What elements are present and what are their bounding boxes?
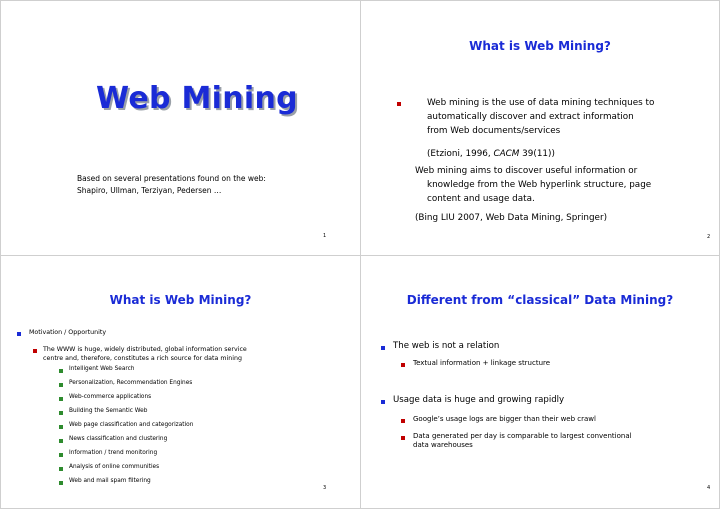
aim-line-1: Web mining aims to discover useful information or bbox=[415, 166, 638, 176]
bullet-icon bbox=[397, 102, 401, 106]
definition-line-1: Web mining is the use of data mining techniques to bbox=[427, 98, 655, 108]
sub-textual-information: Textual information + linkage structure bbox=[413, 359, 551, 367]
www-line-2: centre and, therefore, constitutes a rich source for data mining bbox=[43, 355, 242, 362]
bullet-icon bbox=[381, 400, 385, 404]
bullet-icon bbox=[381, 346, 385, 350]
slide-2 bbox=[360, 0, 720, 256]
data-per-day-line-2: data warehouses bbox=[413, 441, 473, 449]
list-item: Information / trend monitoring bbox=[69, 450, 158, 456]
bullet-icon bbox=[401, 419, 405, 423]
slide-4 bbox=[360, 255, 720, 509]
slide-1 bbox=[0, 0, 361, 256]
bullet-icon bbox=[59, 425, 63, 429]
slide-3-title: What is Web Mining? bbox=[109, 293, 252, 307]
citation-1-pre: (Etzioni, 1996, bbox=[427, 149, 494, 159]
credits-line-1: Based on several presentations found on the web: bbox=[77, 174, 266, 183]
bullet-icon bbox=[59, 481, 63, 485]
bullet-icon bbox=[59, 397, 63, 401]
bullet-icon bbox=[59, 369, 63, 373]
www-line-1: The WWW is huge, widely distributed, global information service bbox=[43, 346, 247, 353]
citation-1 bbox=[427, 147, 555, 161]
bullet-icon bbox=[17, 332, 21, 336]
bullet-icon bbox=[59, 411, 63, 415]
list-item: Building the Semantic Web bbox=[69, 408, 148, 414]
bullet-icon bbox=[59, 467, 63, 471]
data-per-day-line-1: Data generated per day is comparable to largest conventional bbox=[413, 432, 632, 440]
bullet-icon bbox=[59, 383, 63, 387]
motivation-label: Motivation / Opportunity bbox=[29, 329, 107, 336]
aim-line-2: knowledge from the Web hyperlink structure, page bbox=[427, 180, 652, 190]
citation-1-journal: CACM bbox=[493, 149, 520, 159]
list-item: Analysis of online communities bbox=[69, 464, 160, 470]
page-number: 1 bbox=[323, 233, 327, 239]
aim-text bbox=[415, 164, 651, 206]
list-item: News classification and clustering bbox=[69, 436, 168, 442]
citation-1-post: 39(11)) bbox=[519, 149, 555, 159]
page-number: 2 bbox=[707, 234, 711, 240]
definition-line-3: from Web documents/services bbox=[427, 126, 561, 136]
bullet-icon bbox=[401, 436, 405, 440]
bullet-not-relation: The web is not a relation bbox=[393, 341, 500, 351]
list-item: Web-commerce applications bbox=[69, 394, 152, 400]
page-number: 4 bbox=[707, 485, 711, 491]
list-item: Web page classification and categorization bbox=[69, 422, 194, 428]
bullet-icon bbox=[401, 363, 405, 367]
list-item: Intelligent Web Search bbox=[69, 366, 135, 372]
citation-2: (Bing LIU 2007, Web Data Mining, Springer) bbox=[415, 213, 608, 223]
sub-google-logs: Google’s usage logs are bigger than their web crawl bbox=[413, 415, 596, 423]
credits-line-2: Shapiro, Ullman, Terziyan, Pedersen … bbox=[77, 186, 222, 195]
bullet-icon bbox=[59, 439, 63, 443]
sub-data-per-day bbox=[413, 432, 632, 450]
slide-2-title: What is Web Mining? bbox=[469, 39, 611, 53]
definition-line-2: automatically discover and extract information bbox=[427, 112, 634, 122]
slide-1-credits bbox=[77, 173, 266, 197]
bullet-icon bbox=[33, 349, 37, 353]
bullet-icon bbox=[59, 453, 63, 457]
aim-line-3: content and usage data. bbox=[427, 194, 535, 204]
www-description bbox=[43, 345, 247, 363]
list-item: Personalization, Recommendation Engines bbox=[69, 380, 193, 386]
slide-4-title: Different from “classical” Data Mining? bbox=[406, 293, 674, 307]
slide-3 bbox=[0, 255, 361, 509]
slide-1-title: Web Mining bbox=[96, 81, 298, 116]
bullet-usage-data: Usage data is huge and growing rapidly bbox=[393, 395, 565, 405]
list-item: Web and mail spam filtering bbox=[69, 478, 151, 484]
page-number: 3 bbox=[323, 485, 327, 491]
definition-text bbox=[427, 96, 654, 138]
